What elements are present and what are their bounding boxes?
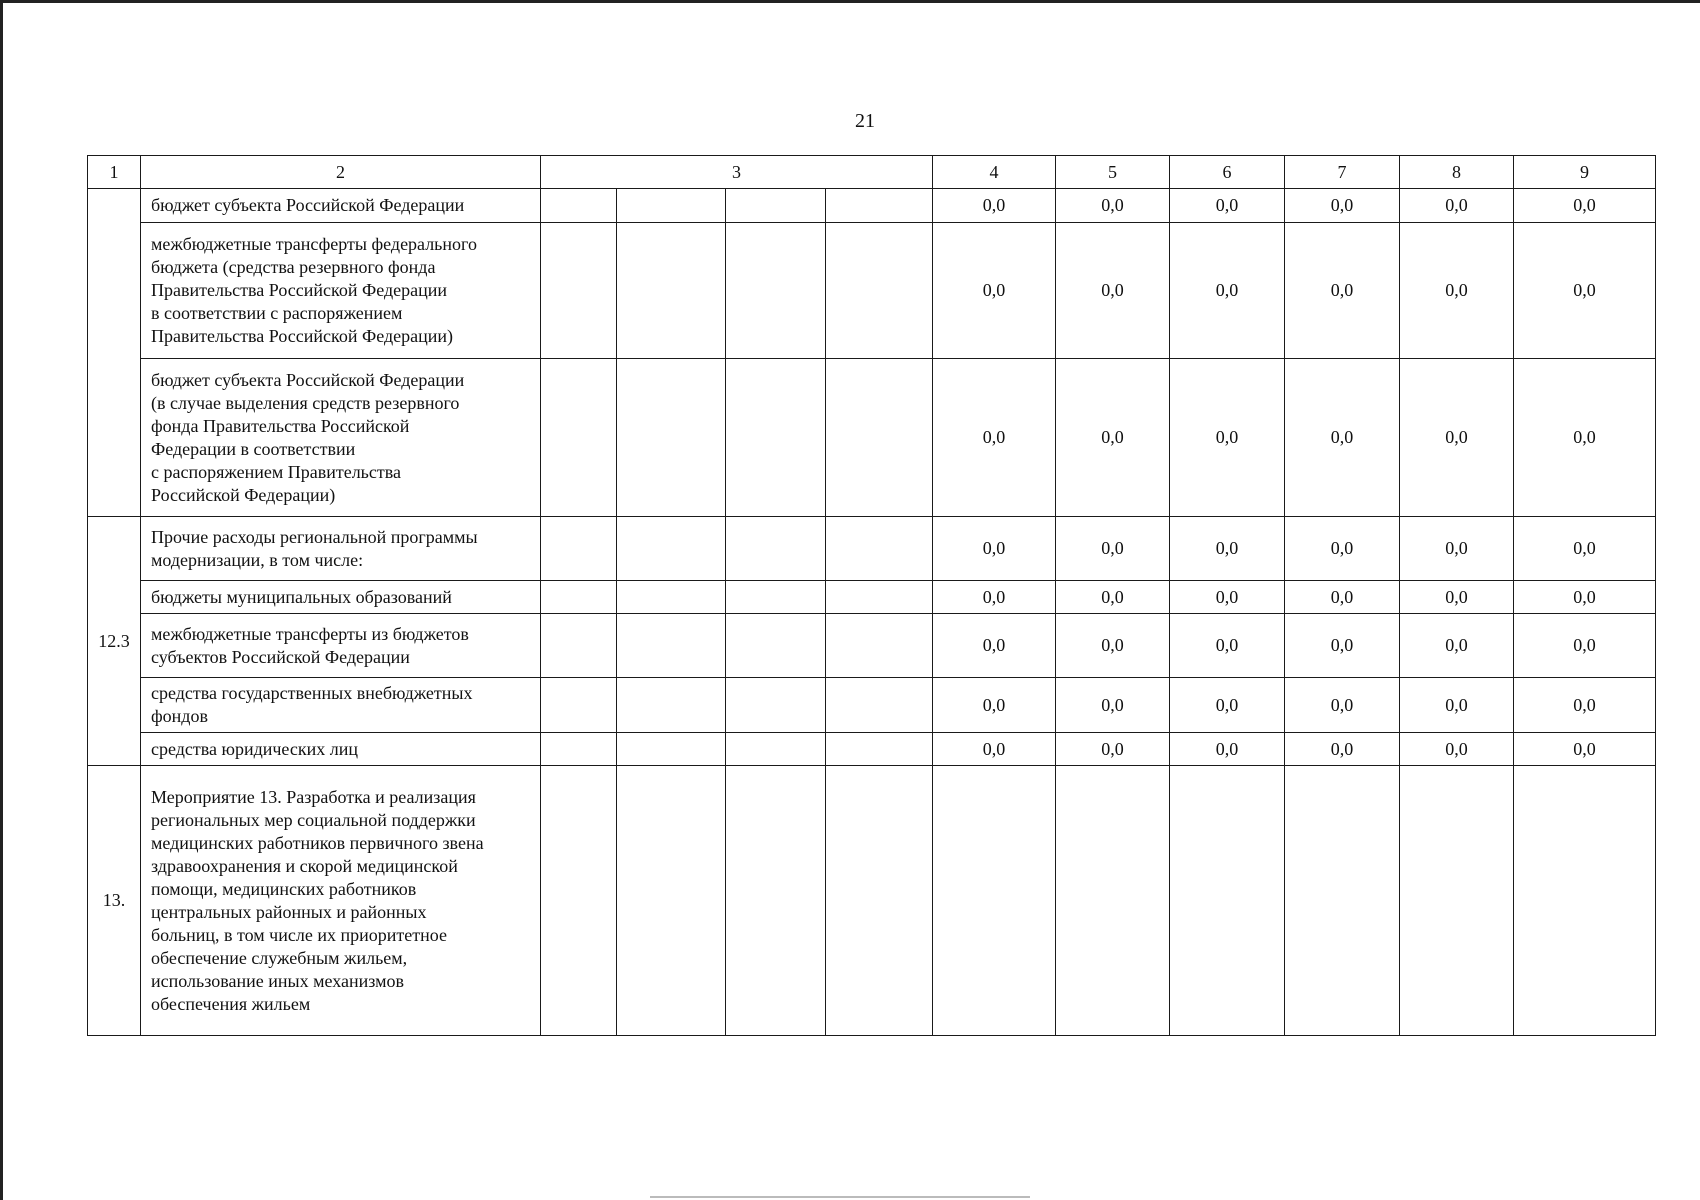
row-description: межбюджетные трансферты федерального бюджета (средства резервного фонда Правительства Российской Федерации в соответствии с распоряжением Правительства Российской Федерации): [141, 223, 541, 359]
value-cell: 0,0: [1285, 678, 1400, 733]
value-cell: 0,0: [1514, 678, 1656, 733]
value-cell: 0,0: [1400, 223, 1514, 359]
row-number-cell: [88, 189, 141, 517]
value-cell: [1056, 766, 1170, 1036]
row-number-cell: 13.: [88, 766, 141, 1036]
row-description: бюджет субъекта Российской Федерации: [141, 189, 541, 223]
value-cell: 0,0: [1514, 189, 1656, 223]
value-cell: 0,0: [1400, 189, 1514, 223]
row-description: средства юридических лиц: [141, 733, 541, 766]
empty-cell: [541, 189, 617, 223]
row-description: Мероприятие 13. Разработка и реализация региональных мер социальной поддержки медицинских работников первичного звена здравоохранения и скорой медицинской помощи, медицинских работников центральных районных и районных больниц, в том числе их приоритетное обеспечение служебным жильем, использование иных механизмов обеспечения жильем: [141, 766, 541, 1036]
value-cell: 0,0: [1285, 733, 1400, 766]
empty-cell: [726, 614, 826, 678]
row-description: бюджеты муниципальных образований: [141, 581, 541, 614]
value-cell: 0,0: [1400, 733, 1514, 766]
empty-cell: [541, 581, 617, 614]
value-cell: 0,0: [933, 517, 1056, 581]
empty-cell: [726, 678, 826, 733]
value-cell: 0,0: [1400, 581, 1514, 614]
table-row: [88, 517, 1656, 581]
value-cell: 0,0: [1170, 678, 1285, 733]
budget-table: [87, 155, 1656, 1036]
value-cell: 0,0: [1285, 223, 1400, 359]
empty-cell: [826, 614, 933, 678]
empty-cell: [541, 359, 617, 517]
empty-cell: [826, 189, 933, 223]
empty-cell: [726, 223, 826, 359]
value-cell: [1514, 766, 1656, 1036]
empty-cell: [541, 614, 617, 678]
value-cell: 0,0: [1056, 614, 1170, 678]
header-cell-col7: 7: [1285, 156, 1400, 189]
empty-cell: [726, 581, 826, 614]
value-cell: 0,0: [1170, 223, 1285, 359]
empty-cell: [826, 359, 933, 517]
empty-cell: [826, 581, 933, 614]
value-cell: 0,0: [1056, 359, 1170, 517]
table-row: [88, 359, 1656, 517]
header-cell-col6: 6: [1170, 156, 1285, 189]
scan-artifact-line: [650, 1196, 1030, 1198]
row-description: бюджет субъекта Российской Федерации (в случае выделения средств резервного фонда Правительства Российской Федерации в соответствии с распоряжением Правительства Российской Федерации): [141, 359, 541, 517]
value-cell: 0,0: [1056, 581, 1170, 614]
empty-cell: [826, 766, 933, 1036]
value-cell: 0,0: [1170, 517, 1285, 581]
value-cell: 0,0: [1056, 678, 1170, 733]
header-cell-col8: 8: [1400, 156, 1514, 189]
value-cell: [1400, 766, 1514, 1036]
header-row: [88, 156, 1656, 189]
header-cell-col2: 2: [141, 156, 541, 189]
empty-cell: [541, 678, 617, 733]
empty-cell: [617, 359, 726, 517]
value-cell: [1170, 766, 1285, 1036]
value-cell: 0,0: [1400, 517, 1514, 581]
table-row: [88, 223, 1656, 359]
header-cell-col4: 4: [933, 156, 1056, 189]
value-cell: 0,0: [1400, 359, 1514, 517]
table-row: [88, 733, 1656, 766]
header-cell-col9: 9: [1514, 156, 1656, 189]
empty-cell: [617, 517, 726, 581]
empty-cell: [726, 359, 826, 517]
value-cell: 0,0: [933, 581, 1056, 614]
empty-cell: [541, 223, 617, 359]
header-cell-col5: 5: [1056, 156, 1170, 189]
value-cell: 0,0: [1400, 614, 1514, 678]
value-cell: 0,0: [1514, 614, 1656, 678]
empty-cell: [541, 733, 617, 766]
row-description: Прочие расходы региональной программы модернизации, в том числе:: [141, 517, 541, 581]
empty-cell: [826, 678, 933, 733]
value-cell: 0,0: [1056, 733, 1170, 766]
row-number-cell: 12.3: [88, 517, 141, 766]
value-cell: 0,0: [1056, 223, 1170, 359]
value-cell: 0,0: [1056, 189, 1170, 223]
value-cell: 0,0: [1285, 189, 1400, 223]
table-row: [88, 678, 1656, 733]
value-cell: 0,0: [1514, 733, 1656, 766]
page-number: 21: [855, 110, 875, 132]
value-cell: 0,0: [1285, 359, 1400, 517]
value-cell: 0,0: [1170, 189, 1285, 223]
value-cell: 0,0: [1170, 581, 1285, 614]
value-cell: 0,0: [1514, 581, 1656, 614]
value-cell: 0,0: [933, 359, 1056, 517]
value-cell: 0,0: [1170, 733, 1285, 766]
value-cell: 0,0: [1170, 359, 1285, 517]
value-cell: 0,0: [1170, 614, 1285, 678]
row-description: средства государственных внебюджетных фондов: [141, 678, 541, 733]
header-cell-col1: 1: [88, 156, 141, 189]
empty-cell: [541, 766, 617, 1036]
empty-cell: [726, 189, 826, 223]
empty-cell: [726, 766, 826, 1036]
empty-cell: [541, 517, 617, 581]
empty-cell: [826, 223, 933, 359]
value-cell: 0,0: [1400, 678, 1514, 733]
value-cell: 0,0: [1514, 223, 1656, 359]
table-row: [88, 766, 1656, 1036]
empty-cell: [826, 733, 933, 766]
value-cell: 0,0: [1285, 614, 1400, 678]
table-row: [88, 189, 1656, 223]
value-cell: 0,0: [1514, 517, 1656, 581]
row-description: межбюджетные трансферты из бюджетов субъектов Российской Федерации: [141, 614, 541, 678]
empty-cell: [617, 733, 726, 766]
empty-cell: [617, 614, 726, 678]
value-cell: 0,0: [933, 223, 1056, 359]
table-row: [88, 614, 1656, 678]
value-cell: 0,0: [1285, 517, 1400, 581]
value-cell: 0,0: [933, 678, 1056, 733]
value-cell: 0,0: [1514, 359, 1656, 517]
value-cell: 0,0: [1056, 517, 1170, 581]
empty-cell: [726, 733, 826, 766]
value-cell: 0,0: [933, 189, 1056, 223]
empty-cell: [617, 766, 726, 1036]
empty-cell: [726, 517, 826, 581]
empty-cell: [617, 223, 726, 359]
value-cell: 0,0: [933, 614, 1056, 678]
empty-cell: [826, 517, 933, 581]
value-cell: [1285, 766, 1400, 1036]
empty-cell: [617, 581, 726, 614]
table-row: [88, 581, 1656, 614]
value-cell: 0,0: [1285, 581, 1400, 614]
header-cell-col3: 3: [541, 156, 933, 189]
empty-cell: [617, 189, 726, 223]
empty-cell: [617, 678, 726, 733]
value-cell: [933, 766, 1056, 1036]
value-cell: 0,0: [933, 733, 1056, 766]
